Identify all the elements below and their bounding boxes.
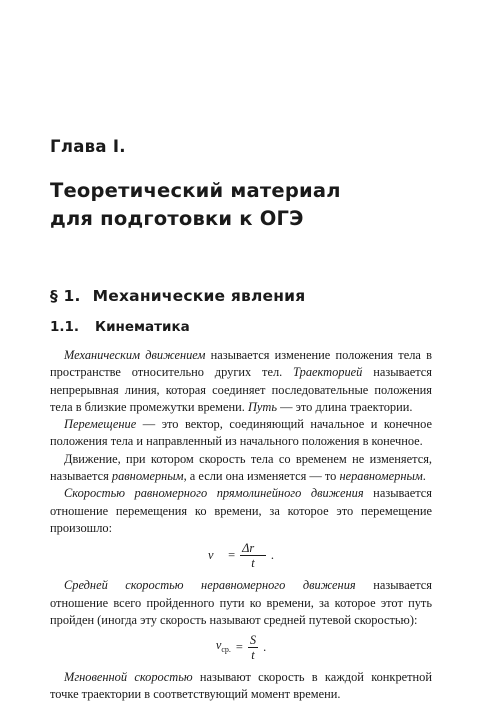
chapter-title-line-1: Теоретический материал xyxy=(50,179,341,202)
term-instant-speed: Мгновенной скоростью xyxy=(64,670,193,685)
chapter-title-line-2: для подготовки к ОГЭ xyxy=(50,207,304,230)
text-span: Движение, при котором скорость тела со временем не изменяется, называется xyxy=(50,451,432,484)
formula-velocity-line xyxy=(208,541,274,570)
text-span: , а если она изменяется — то xyxy=(183,469,340,484)
text-span: называется отношение перемещения ко времени, за которое это перемещение произошло: xyxy=(50,486,432,535)
formula-average-speed-line xyxy=(216,633,266,662)
paragraph-instant-speed xyxy=(50,669,432,704)
term-displacement: Перемещение xyxy=(64,417,137,432)
subsection-title: Кинематика xyxy=(95,319,190,335)
text-span: — это длина траектории. xyxy=(277,399,413,414)
formula-v: v xyxy=(215,638,222,652)
paragraph-velocity xyxy=(50,485,432,537)
formula-average-speed xyxy=(50,633,432,663)
formula-velocity-fraction xyxy=(240,541,266,570)
chapter-label: Глава I. xyxy=(50,137,126,156)
chapter-title xyxy=(50,177,341,233)
term-mechanical-motion: Механическим движением xyxy=(64,348,206,362)
formula-average-speed-numerator: S xyxy=(249,633,257,648)
formula-equals: = xyxy=(228,548,236,563)
paragraph-uniform-motion xyxy=(50,451,432,486)
term-nonuniform: неравномерным xyxy=(339,469,423,484)
section-heading xyxy=(50,287,305,305)
formula-velocity-numerator: Δr⃗ xyxy=(242,541,264,556)
formula-equals: = xyxy=(235,640,243,654)
formula-velocity-lhs: v⃗ xyxy=(208,548,224,563)
text-span: — это вектор, соединяющий начальное и конечное положения тела и направленный из начального положения в конечное. xyxy=(50,417,432,449)
text-span: называется изменение положения тела в пространстве относительно других тел. xyxy=(50,348,432,380)
section-title: Механические явления xyxy=(92,287,306,305)
paragraph-average-speed xyxy=(50,577,432,629)
text-span: . xyxy=(422,469,426,484)
subsection-number: 1.1. xyxy=(50,319,80,335)
paragraph-displacement xyxy=(50,416,432,451)
formula-period: . xyxy=(263,640,267,654)
paragraph-mechanical-motion xyxy=(50,347,432,416)
formula-average-speed-fraction xyxy=(248,633,258,662)
formula-velocity xyxy=(50,541,432,571)
subsection-heading xyxy=(50,319,190,335)
formula-average-speed-denominator: t xyxy=(251,648,255,663)
term-average-speed: Средней скоростью неравномерного движения xyxy=(64,578,356,593)
formula-velocity-denominator: t xyxy=(251,556,255,571)
term-trajectory: Траекторией xyxy=(293,365,363,380)
text-span: называется отношение всего пройденного пути ко времени, за которое этот путь пройден (иногда эту скорость называют средней путевой скоростью): xyxy=(50,578,432,627)
term-path: Путь xyxy=(247,399,278,414)
body-text xyxy=(50,347,432,704)
formula-average-speed-lhs xyxy=(216,637,231,658)
formula-period: . xyxy=(270,548,274,563)
formula-subscript: ср. xyxy=(221,645,231,654)
term-uniform-velocity: Скоростью равномерного прямолинейного движения xyxy=(64,486,364,501)
text-span: называют скорость в каждой конкретной точке траектории в соответствующий момент времени. xyxy=(50,670,433,702)
text-span: называется непрерывная линия, которая соединяет последовательные положения тела в близкие промежутки времени. xyxy=(50,365,432,414)
term-uniform: равномерным xyxy=(111,469,184,484)
section-number: § 1. xyxy=(50,287,81,305)
